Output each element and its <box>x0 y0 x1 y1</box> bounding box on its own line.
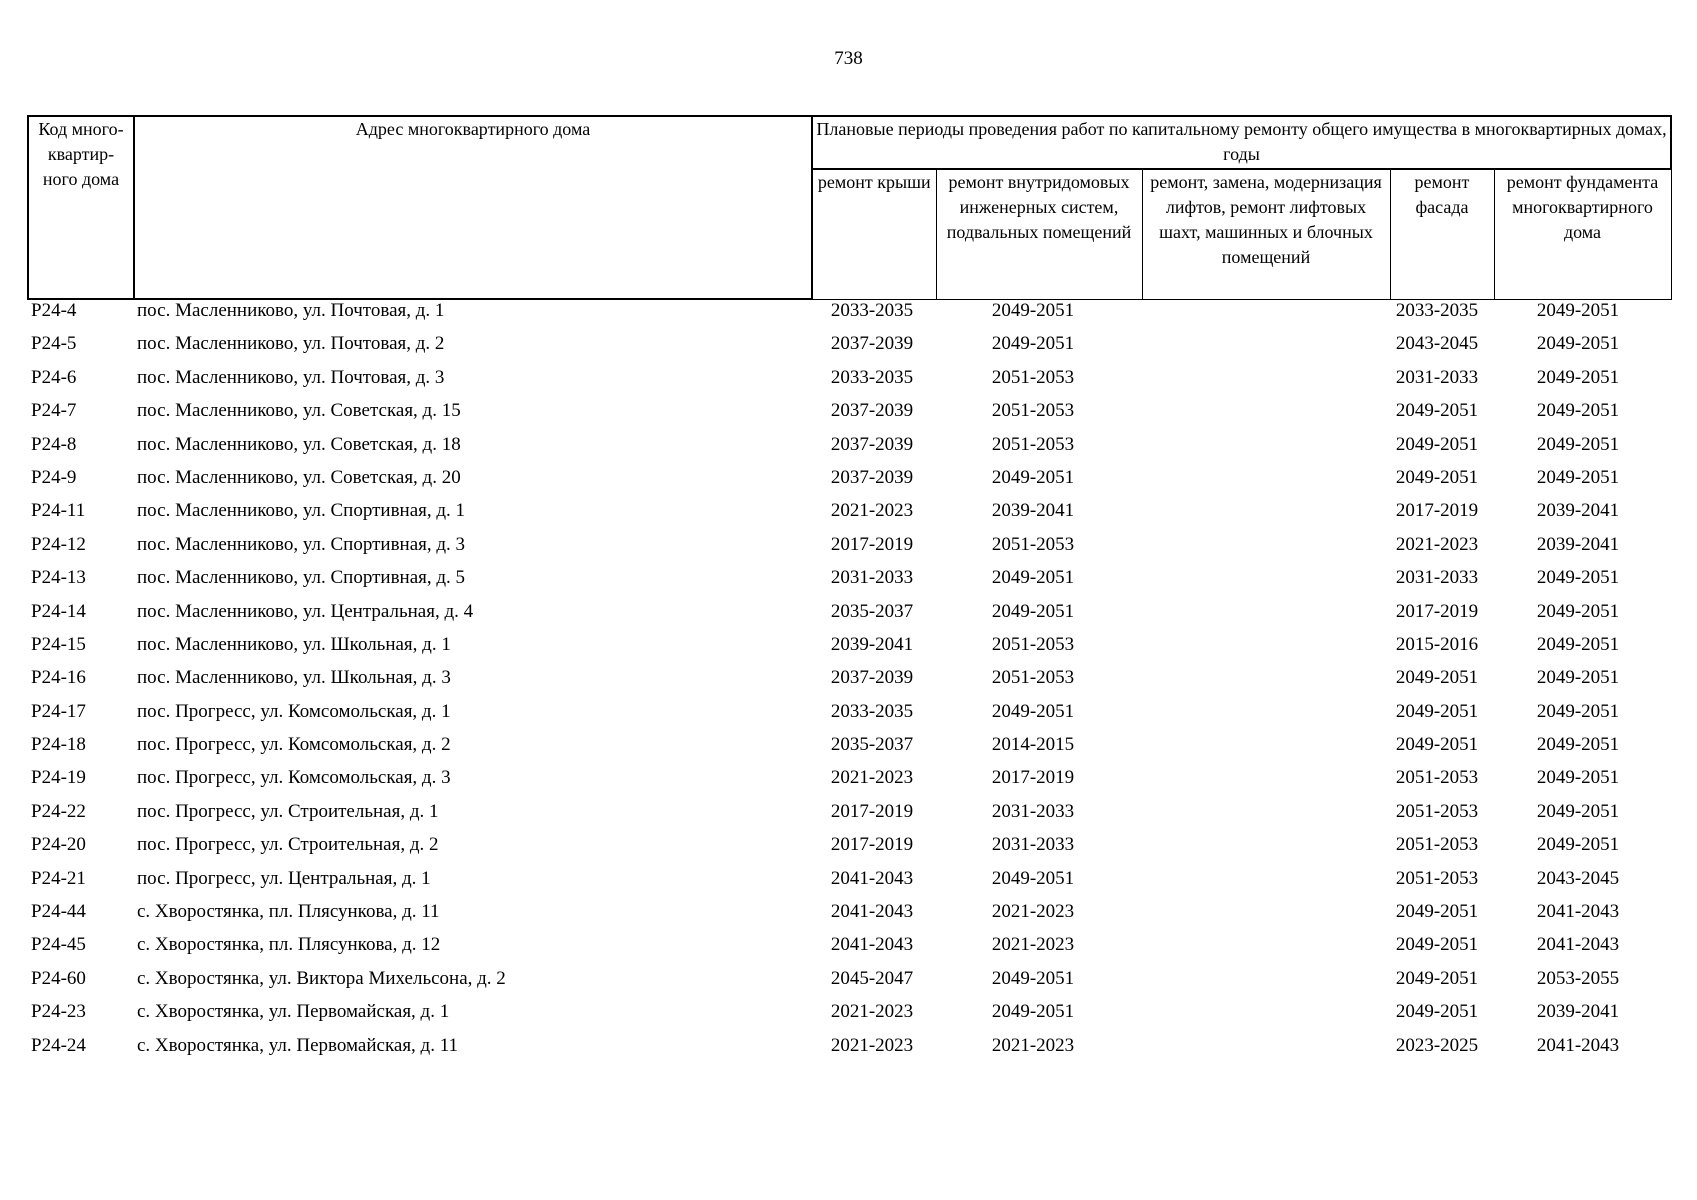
cell-foundation: 2049-2051 <box>1536 834 1620 856</box>
cell-address: с. Хворостянка, ул. Первомайская, д. 11 <box>137 1034 459 1056</box>
cell-engineering: 2014-2015 <box>991 734 1075 756</box>
cell-roof: 2045-2047 <box>830 967 914 989</box>
cell-code: P24-11 <box>31 500 86 522</box>
cell-foundation: 2039-2041 <box>1536 1001 1620 1023</box>
header-engineering: ремонт внутридомовых инженерных систем, подвальных помещений <box>936 169 1142 299</box>
header-periods: Плановые периоды проведения работ по капитальному ремонту общего имущества в многоквартирных домах, годы <box>812 116 1671 169</box>
cell-facade: 2043-2045 <box>1395 333 1479 355</box>
cell-facade: 2017-2019 <box>1395 600 1479 622</box>
cell-facade: 2049-2051 <box>1395 901 1479 923</box>
cell-facade: 2049-2051 <box>1395 466 1479 488</box>
cell-engineering: 2049-2051 <box>991 333 1075 355</box>
cell-facade: 2021-2023 <box>1395 533 1479 555</box>
table-row <box>27 765 1696 798</box>
cell-engineering: 2021-2023 <box>991 934 1075 956</box>
cell-roof: 2041-2043 <box>830 934 914 956</box>
table-row <box>27 532 1696 565</box>
cell-code: P24-4 <box>31 300 77 321</box>
cell-roof: 2039-2041 <box>830 633 914 655</box>
cell-code: P24-19 <box>31 767 86 789</box>
cell-facade: 2051-2053 <box>1395 800 1479 822</box>
table-row <box>27 732 1696 765</box>
table-row <box>27 866 1696 899</box>
cell-foundation: 2049-2051 <box>1536 633 1620 655</box>
table-row <box>27 832 1696 865</box>
cell-address: с. Хворостянка, пл. Плясункова, д. 12 <box>137 934 441 956</box>
cell-facade: 2023-2025 <box>1395 1034 1479 1056</box>
cell-engineering: 2049-2051 <box>991 1001 1075 1023</box>
cell-facade: 2031-2033 <box>1395 366 1479 388</box>
cell-facade: 2033-2035 <box>1395 300 1479 321</box>
cell-engineering: 2039-2041 <box>991 500 1075 522</box>
cell-address: с. Хворостянка, пл. Плясункова, д. 11 <box>137 901 440 923</box>
cell-foundation: 2049-2051 <box>1536 466 1620 488</box>
cell-engineering: 2021-2023 <box>991 1034 1075 1056</box>
cell-code: P24-44 <box>31 901 86 923</box>
cell-code: P24-16 <box>31 667 86 689</box>
cell-roof: 2035-2037 <box>830 600 914 622</box>
table-row <box>27 398 1696 431</box>
cell-foundation: 2049-2051 <box>1536 300 1620 321</box>
cell-facade: 2051-2053 <box>1395 834 1479 856</box>
cell-foundation: 2049-2051 <box>1536 734 1620 756</box>
cell-address: пос. Масленниково, ул. Советская, д. 20 <box>137 466 461 488</box>
table-header <box>27 115 1672 300</box>
cell-address: пос. Масленниково, ул. Школьная, д. 1 <box>137 633 451 655</box>
cell-address: пос. Масленниково, ул. Почтовая, д. 2 <box>137 333 445 355</box>
cell-roof: 2033-2035 <box>830 366 914 388</box>
cell-facade: 2051-2053 <box>1395 867 1479 889</box>
cell-engineering: 2051-2053 <box>991 400 1075 422</box>
cell-code: P24-18 <box>31 734 86 756</box>
cell-foundation: 2049-2051 <box>1536 700 1620 722</box>
cell-address: пос. Прогресс, ул. Комсомольская, д. 2 <box>137 734 451 756</box>
cell-roof: 2021-2023 <box>830 500 914 522</box>
cell-address: пос. Масленниково, ул. Почтовая, д. 3 <box>137 366 445 388</box>
cell-foundation: 2049-2051 <box>1536 800 1620 822</box>
cell-address: с. Хворостянка, ул. Виктора Михельсона, д. 2 <box>137 967 506 989</box>
header-roof: ремонт крыши <box>812 169 936 299</box>
header-address: Адрес многоквартирного дома <box>134 116 812 299</box>
table-row <box>27 298 1696 331</box>
cell-engineering: 2049-2051 <box>991 600 1075 622</box>
cell-code: P24-7 <box>31 400 77 422</box>
cell-address: пос. Масленниково, ул. Советская, д. 18 <box>137 433 461 455</box>
table-row <box>27 632 1696 665</box>
cell-facade: 2049-2051 <box>1395 700 1479 722</box>
cell-address: пос. Прогресс, ул. Комсомольская, д. 1 <box>137 700 451 722</box>
cell-address: пос. Масленниково, ул. Почтовая, д. 1 <box>137 300 445 321</box>
cell-address: пос. Масленниково, ул. Спортивная, д. 3 <box>137 533 466 555</box>
cell-foundation: 2049-2051 <box>1536 366 1620 388</box>
cell-roof: 2037-2039 <box>830 466 914 488</box>
cell-code: P24-14 <box>31 600 86 622</box>
cell-roof: 2031-2033 <box>830 567 914 589</box>
cell-roof: 2041-2043 <box>830 901 914 923</box>
cell-facade: 2049-2051 <box>1395 934 1479 956</box>
table-row <box>27 665 1696 698</box>
cell-roof: 2037-2039 <box>830 400 914 422</box>
cell-foundation: 2049-2051 <box>1536 667 1620 689</box>
cell-engineering: 2051-2053 <box>991 366 1075 388</box>
cell-facade: 2015-2016 <box>1395 633 1479 655</box>
cell-roof: 2017-2019 <box>830 533 914 555</box>
cell-engineering: 2017-2019 <box>991 767 1075 789</box>
table-row <box>27 365 1696 398</box>
cell-code: P24-45 <box>31 934 86 956</box>
cell-address: пос. Прогресс, ул. Комсомольская, д. 3 <box>137 767 451 789</box>
cell-roof: 2033-2035 <box>830 300 914 321</box>
cell-code: P24-8 <box>31 433 77 455</box>
cell-engineering: 2051-2053 <box>991 633 1075 655</box>
cell-facade: 2051-2053 <box>1395 767 1479 789</box>
cell-engineering: 2051-2053 <box>991 533 1075 555</box>
cell-engineering: 2031-2033 <box>991 800 1075 822</box>
cell-engineering: 2049-2051 <box>991 700 1075 722</box>
cell-foundation: 2049-2051 <box>1536 767 1620 789</box>
cell-foundation: 2049-2051 <box>1536 333 1620 355</box>
cell-code: P24-9 <box>31 466 77 488</box>
cell-roof: 2021-2023 <box>830 1034 914 1056</box>
cell-code: P24-12 <box>31 533 86 555</box>
cell-facade: 2049-2051 <box>1395 1001 1479 1023</box>
table-body <box>27 298 1696 1066</box>
table-row <box>27 932 1696 965</box>
cell-foundation: 2041-2043 <box>1536 934 1620 956</box>
table-row <box>27 899 1696 932</box>
cell-code: P24-5 <box>31 333 77 355</box>
cell-roof: 2017-2019 <box>830 834 914 856</box>
cell-foundation: 2039-2041 <box>1536 533 1620 555</box>
cell-code: P24-24 <box>31 1034 86 1056</box>
cell-roof: 2021-2023 <box>830 1001 914 1023</box>
cell-code: P24-17 <box>31 700 86 722</box>
cell-engineering: 2049-2051 <box>991 967 1075 989</box>
cell-address: пос. Масленниково, ул. Спортивная, д. 5 <box>137 567 466 589</box>
cell-foundation: 2043-2045 <box>1536 867 1620 889</box>
table-row <box>27 599 1696 632</box>
cell-roof: 2035-2037 <box>830 734 914 756</box>
cell-address: пос. Масленниково, ул. Спортивная, д. 1 <box>137 500 466 522</box>
cell-engineering: 2051-2053 <box>991 433 1075 455</box>
cell-facade: 2049-2051 <box>1395 667 1479 689</box>
cell-facade: 2049-2051 <box>1395 400 1479 422</box>
cell-engineering: 2051-2053 <box>991 667 1075 689</box>
cell-roof: 2037-2039 <box>830 433 914 455</box>
cell-foundation: 2041-2043 <box>1536 901 1620 923</box>
cell-engineering: 2049-2051 <box>991 867 1075 889</box>
cell-foundation: 2041-2043 <box>1536 1034 1620 1056</box>
cell-roof: 2041-2043 <box>830 867 914 889</box>
header-facade: ремонт фасада <box>1390 169 1494 299</box>
table-row <box>27 966 1696 999</box>
cell-address: пос. Масленниково, ул. Школьная, д. 3 <box>137 667 451 689</box>
cell-address: пос. Прогресс, ул. Центральная, д. 1 <box>137 867 431 889</box>
cell-code: P24-15 <box>31 633 86 655</box>
cell-foundation: 2039-2041 <box>1536 500 1620 522</box>
cell-facade: 2049-2051 <box>1395 734 1479 756</box>
cell-foundation: 2049-2051 <box>1536 433 1620 455</box>
page-number: 738 <box>834 48 863 69</box>
cell-code: P24-6 <box>31 366 77 388</box>
cell-address: пос. Масленниково, ул. Советская, д. 15 <box>137 400 461 422</box>
cell-foundation: 2049-2051 <box>1536 600 1620 622</box>
cell-foundation: 2049-2051 <box>1536 567 1620 589</box>
cell-engineering: 2021-2023 <box>991 901 1075 923</box>
cell-foundation: 2049-2051 <box>1536 400 1620 422</box>
header-lifts: ремонт, замена, модернизация лифтов, ремонт лифтовых шахт, машинных и блочных помещений <box>1142 169 1390 299</box>
cell-code: P24-13 <box>31 567 86 589</box>
cell-address: пос. Прогресс, ул. Строительная, д. 1 <box>137 800 439 822</box>
cell-roof: 2037-2039 <box>830 333 914 355</box>
cell-facade: 2049-2051 <box>1395 433 1479 455</box>
table-row <box>27 432 1696 465</box>
cell-engineering: 2049-2051 <box>991 300 1075 321</box>
table-row <box>27 999 1696 1032</box>
table-row <box>27 498 1696 531</box>
header-foundation: ремонт фундамента многоквартирного дома <box>1494 169 1671 299</box>
table-row <box>27 565 1696 598</box>
cell-code: P24-60 <box>31 967 86 989</box>
cell-code: P24-20 <box>31 834 86 856</box>
table-row <box>27 465 1696 498</box>
table-row <box>27 331 1696 364</box>
cell-facade: 2031-2033 <box>1395 567 1479 589</box>
cell-roof: 2033-2035 <box>830 700 914 722</box>
cell-foundation: 2053-2055 <box>1536 967 1620 989</box>
cell-roof: 2021-2023 <box>830 767 914 789</box>
cell-roof: 2017-2019 <box>830 800 914 822</box>
cell-address: с. Хворостянка, ул. Первомайская, д. 1 <box>137 1001 450 1023</box>
table-row <box>27 699 1696 732</box>
cell-roof: 2037-2039 <box>830 667 914 689</box>
cell-engineering: 2049-2051 <box>991 466 1075 488</box>
cell-engineering: 2031-2033 <box>991 834 1075 856</box>
table-row <box>27 799 1696 832</box>
header-code: Код много- квартир- ного дома <box>28 116 134 299</box>
cell-code: P24-23 <box>31 1001 86 1023</box>
cell-code: P24-21 <box>31 867 86 889</box>
cell-engineering: 2049-2051 <box>991 567 1075 589</box>
table-row <box>27 1033 1696 1066</box>
cell-address: пос. Прогресс, ул. Строительная, д. 2 <box>137 834 439 856</box>
cell-facade: 2017-2019 <box>1395 500 1479 522</box>
cell-address: пос. Масленниково, ул. Центральная, д. 4 <box>137 600 474 622</box>
cell-code: P24-22 <box>31 800 86 822</box>
cell-facade: 2049-2051 <box>1395 967 1479 989</box>
